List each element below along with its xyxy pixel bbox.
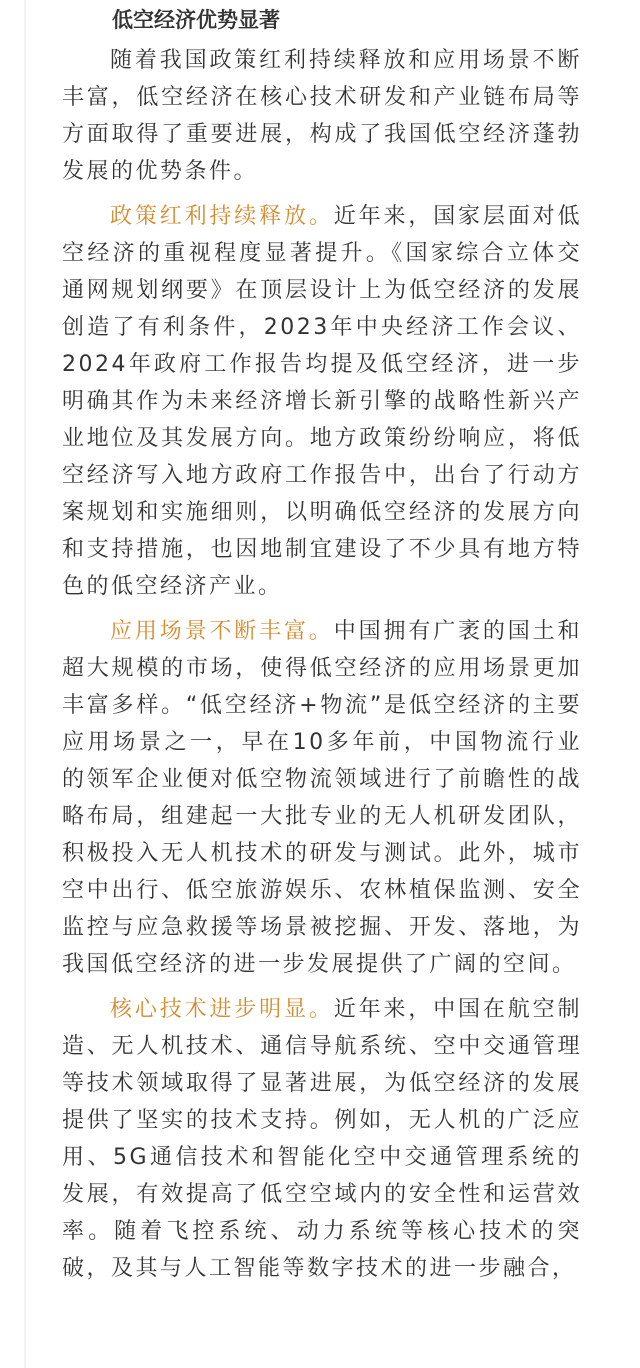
intro-paragraph: 随着我国政策红利持续释放和应用场景不断丰富，低空经济在核心技术研发和产业链布局等方面取得了重要进展，构成了我国低空经济蓬勃发展的优势条件。 [62, 48, 582, 184]
page-margin-rule [24, 0, 26, 1368]
scenario-body: 中国拥有广袤的国土和超大规模的市场，使得低空经济的应用场景更加丰富多样。“低空经济+物流”是低空经济的主要应用场景之一，早在10多年前，中国物流行业的领军企业便对低空物流领域进行了前瞻性的战略布局，组建起一大批专业的无人机研发团队，积极投入无人机技术的研发与测试。此外，城市空中出行、低空旅游娱乐、农林植保监测、安全监控与应急救援等场景被挖掘、开发、落地，为我国低空经济的进一步发展提供了广阔的空间。 [62, 619, 582, 977]
technology-paragraph [62, 991, 582, 1287]
scenario-paragraph [62, 613, 582, 983]
scenario-lead: 应用场景不断丰富。 [110, 619, 334, 644]
policy-lead: 政策红利持续释放。 [110, 204, 334, 229]
section-heading: 低空经济优势显著 [112, 8, 280, 32]
policy-body: 近年来，国家层面对低空经济的重视程度显著提升。《国家综合立体交通网规划纲要》在顶层设计上为低空经济的发展创造了有利条件，2023年中央经济工作会议、2024年政府工作报告均提及低空经济，进一步明确其作为未来经济增长新引擎的战略性新兴产业地位及其发展方向。地方政策纷纷响应，将低空经济写入地方政府工作报告中，出台了行动方案规划和实施细则，以明确低空经济的发展方向和支持措施，也因地制宜建设了不少具有地方特色的低空经济产业。 [62, 204, 582, 599]
article-body [62, 0, 582, 1295]
technology-body: 近年来，中国在航空制造、无人机技术、通信导航系统、空中交通管理等技术领域取得了显著进展，为低空经济的发展提供了坚实的技术支持。例如，无人机的广泛应用、5G通信技术和智能化空中交通管理系统的发展，有效提高了低空空域内的安全性和运营效率。随着飞控系统、动力系统等核心技术的突破，及其与人工智能等数字技术的进一步融合， [62, 997, 582, 1281]
technology-lead: 核心技术进步明显。 [110, 997, 334, 1022]
policy-paragraph [62, 198, 582, 605]
